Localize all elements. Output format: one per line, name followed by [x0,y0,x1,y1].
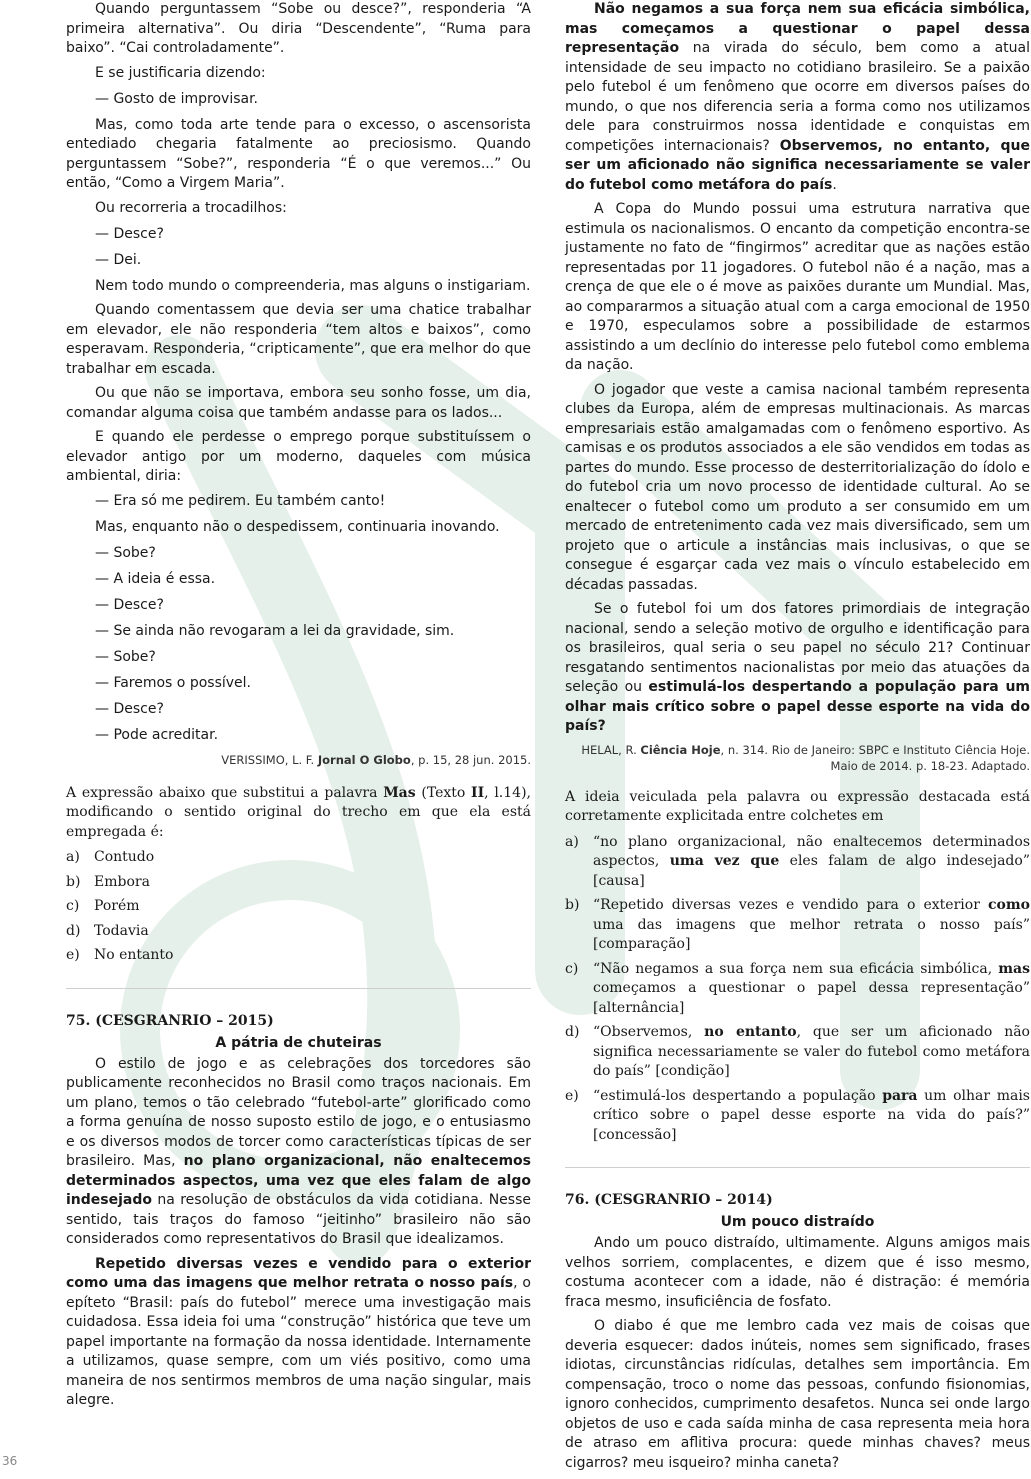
story-paragraph: — A ideia é essa. [95,570,216,587]
answer-option[interactable] [565,896,1030,955]
paragraph-text: . [832,176,837,193]
answer-option[interactable] [565,1023,1030,1082]
source-author: HELAL, R. [581,742,641,757]
option-letter: c) [66,898,80,914]
option-letter: c) [565,960,579,977]
story-paragraph: — Faremos o possível. [95,674,251,691]
source-author: VERISSIMO, L. F. [221,752,318,767]
question-header: 76. (CESGRANRIO – 2014) [565,1192,773,1208]
story-paragraph: E quando ele perdesse o emprego porque substituíssem o elevador antigo por um moderno, daqueles com música ambiental, diria: [66,429,531,484]
option-letter: d) [66,922,81,939]
source-details: , n. 314. Rio de Janeiro: SBPC e Instituto Ciência Hoje. Maio de 2014. p. 18-23. Adaptado. [720,742,1030,773]
option-letter: e) [66,947,80,963]
option-letter: a) [66,849,80,865]
story-paragraph: E se justificaria dizendo: [95,64,266,81]
stem-text: A expressão abaixo que substitui a palavra [66,784,384,801]
story-paragraph: Quando comentassem que devia ser uma chatice trabalhar em elevador, ele não responderia “tem altos e baixos”, como esperavam. Responderia, “cripticamente”, que era melhor do que trabalhar em escada. [66,302,531,377]
article-paragraph: Ando um pouco distraído, ultimamente. Alguns amigos mais velhos sorriem, complacentes, e dizem que é isso mesmo, costuma acontecer com a idade, não é distração: é memória fraca mesmo, insuficiência de fosfato. [565,1235,1030,1310]
article-paragraph [565,0,1030,195]
story-paragraph: — Desce? [95,225,164,242]
story-paragraph: Mas, como toda arte tende para o excesso, o ascensorista entediado chegaria fatalmente ao preciosismo. Quando perguntassem “Sobe?”, responderia “É o que veremos...” Ou então, “Como a Virgem Maria”. [66,116,531,191]
story-paragraph: — Pode acreditar. [95,726,219,743]
answer-option[interactable] [66,922,531,942]
story-text [66,0,531,768]
question-75-text [66,1011,531,1411]
option-text: Embora [94,873,150,890]
story-paragraph: — Sobe? [95,544,156,561]
answer-option[interactable] [66,873,531,893]
answer-option[interactable] [565,833,1030,892]
option-text: Porém [94,898,140,914]
story-paragraph: Mas, enquanto não o despedissem, continuaria inovando. [95,518,500,535]
highlighted-text: no plano organizacional, não enaltecemos determinados aspectos, uma vez que eles falam de algo indesejado [66,1153,532,1208]
page-number: 36 [2,1454,18,1468]
paragraph-text: , o epíteto “Brasil: país do futebol” merece uma investigação mais cuidadosa. Essa ideia foi uma “construção” histórica que teve um papel importante na formação da nossa identidade. Internamente a utilizamos, quase sempre, com um viés positivo, como uma maneira de nos sentirmos membros de uma nação singular, mais alegre. [66,1275,532,1408]
story-paragraph: Ou recorreria a trocadilhos: [95,199,287,216]
option-text: “Observemos, no entanto, que ser um aficionado não significa necessariamente se valer do futebol como metáfora do país” [condição] [593,1024,1030,1079]
story-paragraph: Quando perguntassem “Sobe ou desce?”, responderia “A primeira alternativa”. Ou diria “Descendente”, “Ruma para baixo”. “Cai controladamente”. [66,1,531,56]
answer-option[interactable] [66,897,531,917]
option-text: “no plano organizacional, não enaltecemos determinados aspectos, uma vez que eles falam de algo indesejado” [causa] [593,833,1030,889]
option-text: “Repetido diversas vezes e vendido para o exterior como uma das imagens que melhor retrata o nosso país” [comparação] [593,897,1030,952]
option-text: No entanto [94,947,174,963]
article-paragraph [66,1055,531,1250]
article-continuation [565,0,1030,774]
story-paragraph: — Sobe? [95,648,156,665]
article-paragraph: O jogador que veste a camisa nacional também representa clubes da Europa, além de empresas multinacionais. As marcas empresariais estão amalgamadas com o fenômeno esportivo. As camisas e os produtos associados a ele são vendidos em todas as partes do mundo. Esse processo de desterritorialização do ídolo e do futebol cria um novo processo de identidade cultural. Ao se enaltecer o futebol como um produto a ser consumido em um mercado de entretenimento cada vez mais diversificado, sem um projeto que o articule a instâncias mais inclusivas, o que se consegue é esgarçar cada vez mais o vínculo estabelecido em décadas passadas. [565,381,1030,593]
story-source [66,752,531,768]
highlighted-text: Repetido diversas vezes e vendido para o exterior como uma das imagens que melhor retrata o nosso país [66,1255,531,1291]
story-paragraph: — Dei. [95,251,142,268]
story-paragraph: — Era só me pedirem. Eu também canto! [95,492,386,509]
option-letter: b) [565,897,580,913]
story-paragraph: — Se ainda não revogaram a lei da gravidade, sim. [95,622,455,639]
right-column [565,0,1030,1478]
text-title: Um pouco distraído [720,1214,875,1230]
article-paragraph [565,600,1030,737]
article-paragraph: O diabo é que me lembro cada vez mais de coisas que deveria esquecer: dados inúteis, nomes sem significado, frases idiotas, circunstâncias ridículas, detalhes sem importância. Em compensação, troco o nome das pessoas, confundo fisionomias, ignoro conhecidos, cumprimento desafetos. Nunca sei onde largo objetos de uso e cada saída minha de casa representa meia hora de atraso em aflitiva procura: quede minhas chaves? meus cigarros? meu isqueiro? minha caneta? [565,1318,1030,1471]
answer-option[interactable] [66,848,531,868]
story-paragraph: — Gosto de improvisar. [95,90,259,107]
source-details: , p. 15, 28 jun. 2015. [410,752,531,767]
article-source [565,742,1030,774]
paragraph-text: O estilo de jogo e as celebrações dos torcedores são publicamente reconhecidos no Brasil como traços nacionais. Em um plano, temos o tão celebrado “futebol-arte” glorificado como a forma genuína de nosso suposto estilo de jogo, e o entusiasmo e os diversos modos de torcer como características típicas de ser brasileiro. Mas, [66,1055,531,1169]
question-stem: A ideia veiculada pela palavra ou expressão destacada está corretamente explicitada entre colchetes em [565,788,1030,824]
source-journal: Ciência Hoje [640,742,721,757]
question-75 [565,788,1030,1146]
stem-highlight: II [471,784,485,801]
paragraph-text: Se o futebol foi um dos fatores primordiais de integração nacional, sendo a seleção motivo de orgulho e identificação para os brasileiros, qual seria o seu papel no século 21? Continuar resgatando sentimentos nacionalistas por meio das atuações da seleção ou [565,601,1030,695]
answer-option[interactable] [66,946,531,966]
section-divider [66,988,531,989]
highlighted-text: estimulá-los despertando a população para um olhar mais crítico sobre o papel desse esporte na vida do país? [565,679,1030,734]
option-letter: a) [565,833,579,850]
question-header: 75. (CESGRANRIO – 2015) [66,1012,274,1029]
article-paragraph: A Copa do Mundo possui uma estrutura narrativa que estimula os nacionalismos. O encanto da competição encontra-se justamente no fato de “fingirmos” acreditar que as nações estão representadas por 11 jogadores. O futebol não é a nação, mas a crença de que ele o é move as paixões durante um Mundial. Mas, ao compararmos a situação atual com a carga emocional de 1950 e 1970, especulamos sobre a possibilidade de estarmos assistindo a um declínio do interesse pelo futebol como emblema da nação. [565,201,1030,373]
option-letter: e) [565,1087,579,1104]
story-paragraph: Nem todo mundo o compreenderia, mas alguns o instigariam. [95,277,531,294]
story-paragraph: — Desce? [95,596,164,613]
story-paragraph: — Desce? [95,700,164,717]
option-text: “Não negamos a sua força nem sua eficácia simbólica, mas começamos a questionar o papel dessa representação” [alternância] [593,960,1030,1016]
question-stem [66,784,531,843]
article-paragraph [66,1255,531,1411]
stem-text: (Texto [415,784,472,801]
option-text: Todavia [94,922,149,939]
left-column [66,0,531,1416]
source-journal: Jornal O Globo [317,752,411,767]
option-letter: d) [565,1024,580,1040]
option-text: “estimulá-los despertando a população para um olhar mais crítico sobre o papel desse esporte na vida do país?” [concessão] [593,1087,1030,1143]
stem-text: , l.14), modificando o sentido original do trecho em que ela está empregada é: [66,784,531,840]
question-74 [66,784,531,966]
highlighted-text: Observemos, no entanto, que ser um aficionado não significa necessariamente se valer do futebol como metáfora do país [565,137,1030,193]
answer-option[interactable] [565,960,1030,1019]
highlighted-text: Não negamos a sua força nem sua eficácia simbólica, mas começamos a questionar o papel dessa representação [565,1,1030,56]
section-divider [565,1167,1030,1168]
paragraph-text: na virada do século, bem como a atual intensidade de seu impacto no cotidiano brasileiro. Se a paixão pelo futebol é um fenômeno que ocorre em diversos países do mundo, o que nos diferencia seria a forma como nos utilizamos dele para construirmos nossa identidade e conquistas em competições internacionais? [565,40,1030,154]
stem-highlight: Mas [383,784,416,801]
text-title: A pátria de chuteiras [215,1034,382,1051]
paragraph-text: na resolução de obstáculos da vida cotidiana. Nesse sentido, tais traços do famoso “jeitinho” brasileiro não são considerados como representativos do Brasil que idealizamos. [66,1192,531,1247]
option-text: Contudo [94,849,155,865]
story-paragraph: Ou que não se importava, embora seu sonho fosse, um dia, comandar alguma coisa que também andasse para os lados... [66,385,531,421]
question-76-text [565,1190,1030,1473]
answer-option[interactable] [565,1087,1030,1146]
option-letter: b) [66,873,81,890]
